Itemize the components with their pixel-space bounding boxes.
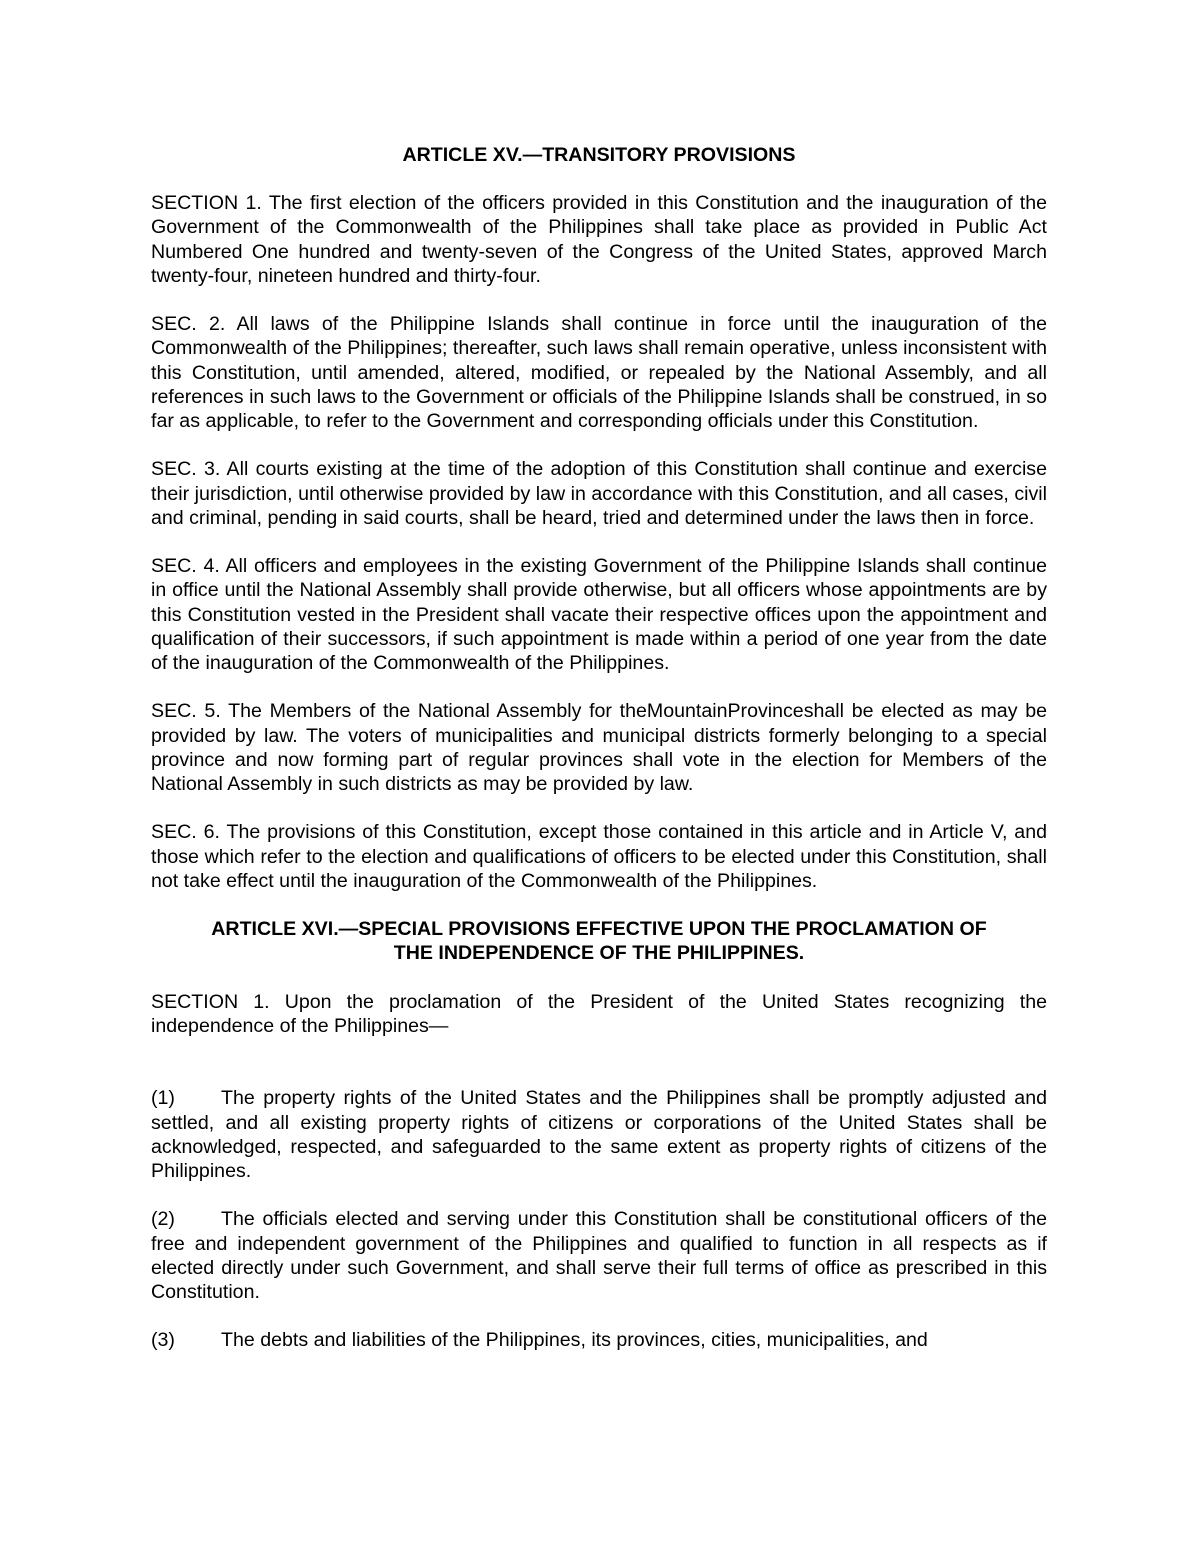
article-16-item-1 bbox=[151, 1086, 1047, 1183]
article-16-item-2 bbox=[151, 1207, 1047, 1304]
article-15-section-5: SEC. 5. The Members of the National Assembly for theMountainProvinceshall be elected as may be provided by law. The voters of municipalities and municipal districts formerly belonging to a special province and now forming part of regular provinces shall vote in the election for Members of the National Assembly in such districts as may be provided by law. bbox=[151, 700, 1047, 796]
document-page bbox=[151, 143, 1047, 1353]
item-text: The debts and liabilities of the Philippines, its provinces, cities, municipalities, and bbox=[221, 1329, 928, 1352]
article-15-section-2: SEC. 2. All laws of the Philippine Islands shall continue in force until the inauguration of the Commonwealth of the Philippines; thereafter, such laws shall remain operative, unless inconsistent with this Constitution, until amended, altered, modified, or repealed by the National Assembly, and all references in such laws to the Government or officials of the Philippine Islands shall be construed, in so far as applicable, to refer to the Government and corresponding officials under this Constitution. bbox=[151, 313, 1047, 433]
article-16-title-line-1: ARTICLE XVI.—SPECIAL PROVISIONS EFFECTIVE UPON THE PROCLAMATION OF bbox=[211, 918, 987, 941]
article-16-section-1: SECTION 1. Upon the proclamation of the President of the United States recognizing the independence of the Philippines— bbox=[151, 990, 1047, 1037]
article-15-section-1: SECTION 1. The first election of the officers provided in this Constitution and the inauguration of the Government of the Commonwealth of the Philippines shall take place as provided in Public Act Numbered One hundred and twenty-seven of the Congress of the United States, approved March twenty-four, nineteen hundred and thirty-four. bbox=[151, 192, 1047, 287]
article-15-section-6: SEC. 6. The provisions of this Constitution, except those contained in this article and in Article V, and those which refer to the election and qualifications of officers to be elected under this Constitution, shall not take effect until the inauguration of the Commonwealth of the Philippines. bbox=[151, 821, 1047, 892]
article-15-section-3: SEC. 3. All courts existing at the time of the adoption of this Constitution shall continue and exercise their jurisdiction, until otherwise provided by law in accordance with this Constitution, and all cases, civil and criminal, pending in said courts, shall be heard, tried and determined under the laws then in force. bbox=[151, 458, 1047, 529]
article-16-title bbox=[151, 917, 1047, 965]
article-15-title: ARTICLE XV.—TRANSITORY PROVISIONS bbox=[402, 144, 796, 166]
item-number: (2) bbox=[151, 1208, 175, 1231]
article-16-item-3 bbox=[151, 1328, 1047, 1352]
article-15-section-4: SEC. 4. All officers and employees in the existing Government of the Philippine Islands shall continue in office until the National Assembly shall provide otherwise, but all officers whose appointments are by this Constitution vested in the President shall vacate their respective offices upon the appointment and qualification of their successors, if such appointment is made within a period of one year from the date of the inauguration of the Commonwealth of the Philippines. bbox=[151, 555, 1047, 675]
item-number: (3) bbox=[151, 1329, 175, 1352]
item-text: The officials elected and serving under this Constitution shall be constitutional officers of the free and independent government of the Philippines and qualified to function in all respects as if elected directly under such Government, and shall serve their full terms of office as prescribed in this Constitution. bbox=[151, 1208, 1047, 1304]
item-text: The property rights of the United States and the Philippines shall be promptly adjusted and settled, and all existing property rights of citizens or corporations of the United States shall be acknowledged, respected, and safeguarded to the same extent as property rights of citizens of the Philippines. bbox=[151, 1087, 1047, 1183]
article-16-title-line-2: THE INDEPENDENCE OF THE PHILIPPINES. bbox=[393, 942, 805, 965]
item-number: (1) bbox=[151, 1087, 175, 1110]
